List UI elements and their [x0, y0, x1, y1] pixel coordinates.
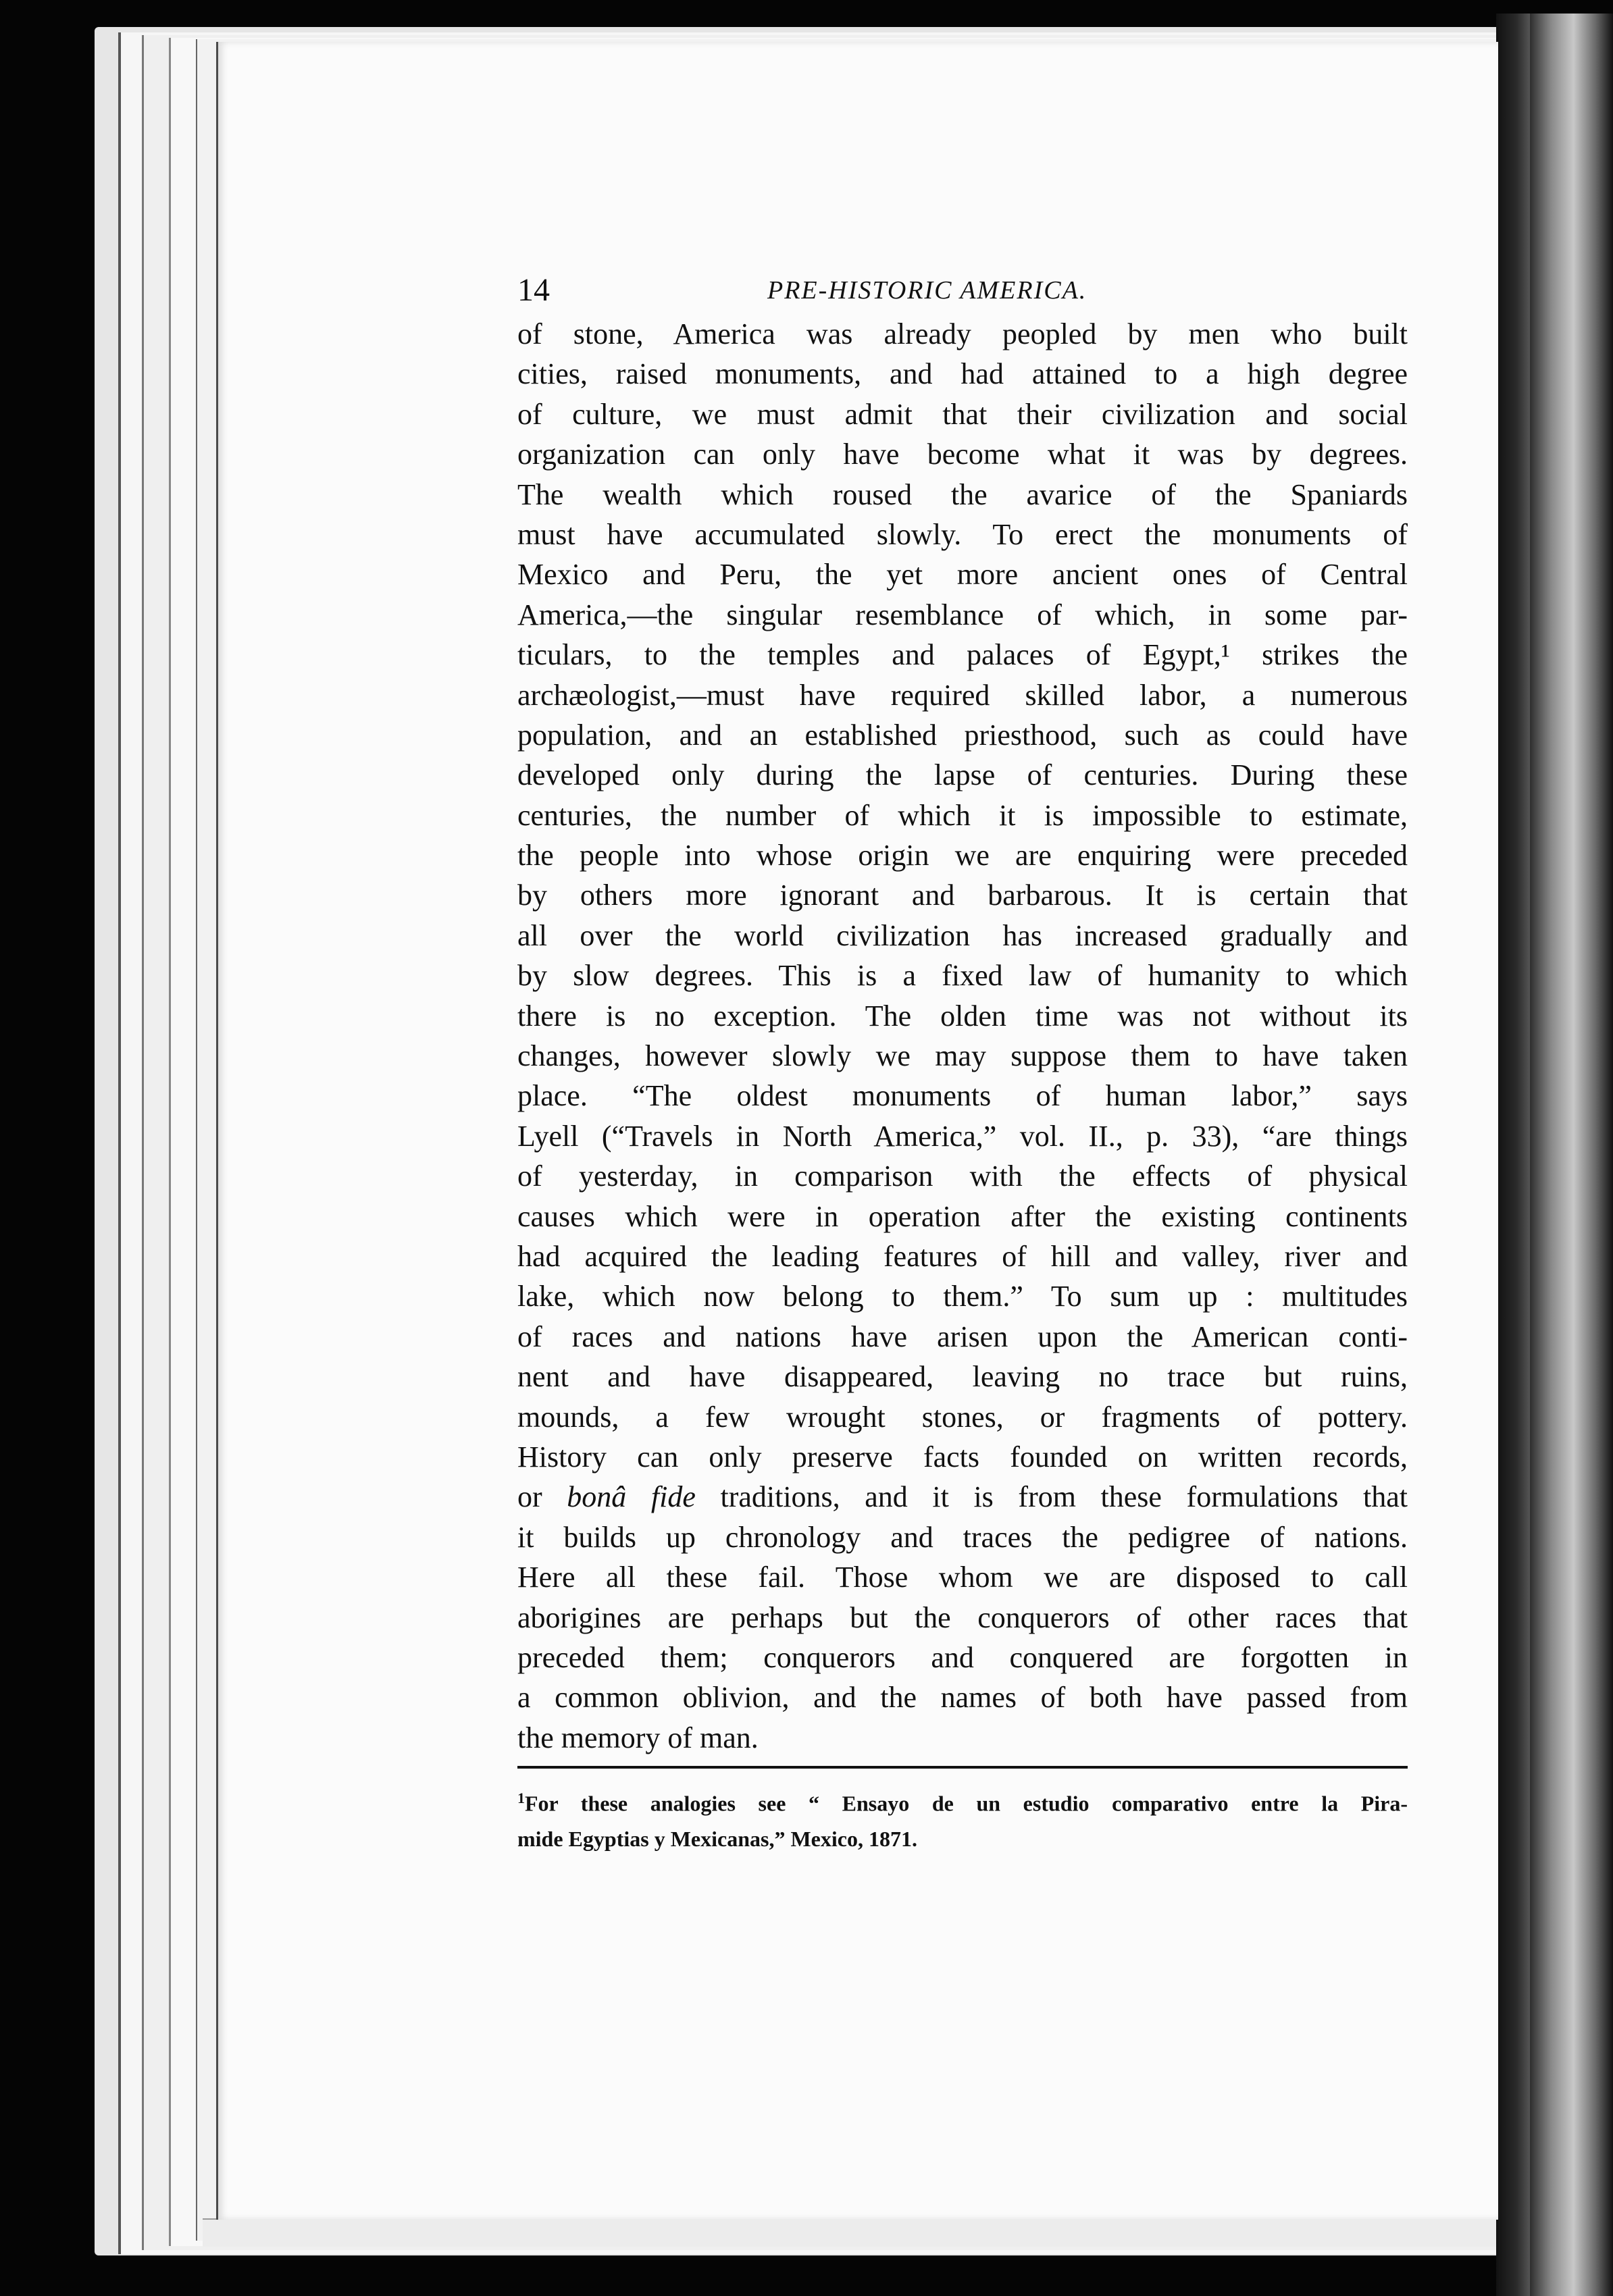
text-line: Mexico and Peru, the yet more ancient ones of Central [517, 558, 1408, 592]
footnote [517, 1781, 1408, 1856]
text-line: there is no exception. The olden time was not without its [517, 999, 1408, 1033]
text-line: all over the world civilization has increased gradually and [517, 918, 1408, 952]
text-line: a common oblivion, and the names of both have passed from [517, 1681, 1408, 1715]
text-line: organization can only have become what it was by degrees. [517, 438, 1408, 471]
text-line: population, and an established priesthood, such as could have [517, 718, 1408, 752]
running-head [517, 267, 1408, 314]
text-line: cities, raised monuments, and had attained to a high degree [517, 357, 1408, 391]
text-line: the people into whose origin we are enquiring were preceded [517, 839, 1408, 872]
running-title: PRE-HISTORIC AMERICA. [767, 276, 1087, 305]
text-line: of races and nations have arisen upon the American conti- [517, 1320, 1408, 1353]
text-line: archæologist,—must have required skilled labor, a numerous [517, 678, 1408, 712]
text-line: lake, which now belong to them.” To sum up : multitudes [517, 1280, 1408, 1313]
text-line: developed only during the lapse of centuries. During these [517, 758, 1408, 792]
book-gutter-shadow [1496, 14, 1530, 2296]
text-line: of stone, America was already peopled by men who built [517, 317, 1408, 350]
page-number: 14 [517, 272, 550, 308]
footnote-line: mide Egyptias y Mexicanas,” Mexico, 1871. [517, 1826, 917, 1851]
footnote-line [517, 1781, 1408, 1821]
text-line: by others more ignorant and barbarous. It is certain that [517, 879, 1408, 912]
text-line: preceded them; conquerors and conquered are forgotten in [517, 1640, 1408, 1674]
text-line: the memory of man. [517, 1721, 759, 1754]
footnote-rule [517, 1766, 1408, 1769]
text-line: causes which were in operation after the existing continents [517, 1199, 1408, 1233]
footnote-marker: 1 [517, 1790, 525, 1807]
book-gutter [1525, 14, 1613, 2296]
text-line: Here all these fail. Those whom we are disposed to call [517, 1561, 1408, 1594]
text-line: ticulars, to the temples and palaces of Egypt,¹ strikes the [517, 638, 1408, 672]
text-line: mounds, a few wrought stones, or fragments of pottery. [517, 1400, 1408, 1434]
text-line: place. “The oldest monuments of human labor,” says [517, 1079, 1408, 1113]
text-line: it builds up chronology and traces the pedigree of nations. [517, 1520, 1408, 1554]
footnote-text: For these analogies see “ Ensayo de un estudio comparativo entre la Pira- [525, 1791, 1408, 1816]
text-block [517, 267, 1408, 1856]
text-line: by slow degrees. This is a fixed law of humanity to which [517, 959, 1408, 993]
text-line: aborigines are perhaps but the conquerors of other races that [517, 1600, 1408, 1634]
text-line: America,—the singular resemblance of which, in some par- [517, 598, 1408, 631]
text-line: of culture, we must admit that their civilization and social [517, 397, 1408, 431]
text-line: Lyell (“Travels in North America,” vol. II., p. 33), “are things [517, 1119, 1408, 1153]
text-line: or bonâ fide traditions, and it is from these formulations that [517, 1480, 1408, 1514]
page-bottom-edge [203, 2218, 1496, 2247]
text-line: had acquired the leading features of hill and valley, river and [517, 1239, 1408, 1273]
text-line: of yesterday, in comparison with the effects of physical [517, 1159, 1408, 1193]
text-line: History can only preserve facts founded on written records, [517, 1440, 1408, 1473]
text-line: centuries, the number of which it is impossible to estimate, [517, 798, 1408, 832]
text-line: nent and have disappeared, leaving no trace but ruins, [517, 1360, 1408, 1394]
body-text [517, 314, 1408, 1758]
text-line: must have accumulated slowly. To erect the monuments of [517, 517, 1408, 551]
text-line: changes, however slowly we may suppose them to have taken [517, 1039, 1408, 1073]
text-line: The wealth which roused the avarice of the Spaniards [517, 477, 1408, 511]
italic-phrase: bonâ fide [567, 1480, 696, 1514]
